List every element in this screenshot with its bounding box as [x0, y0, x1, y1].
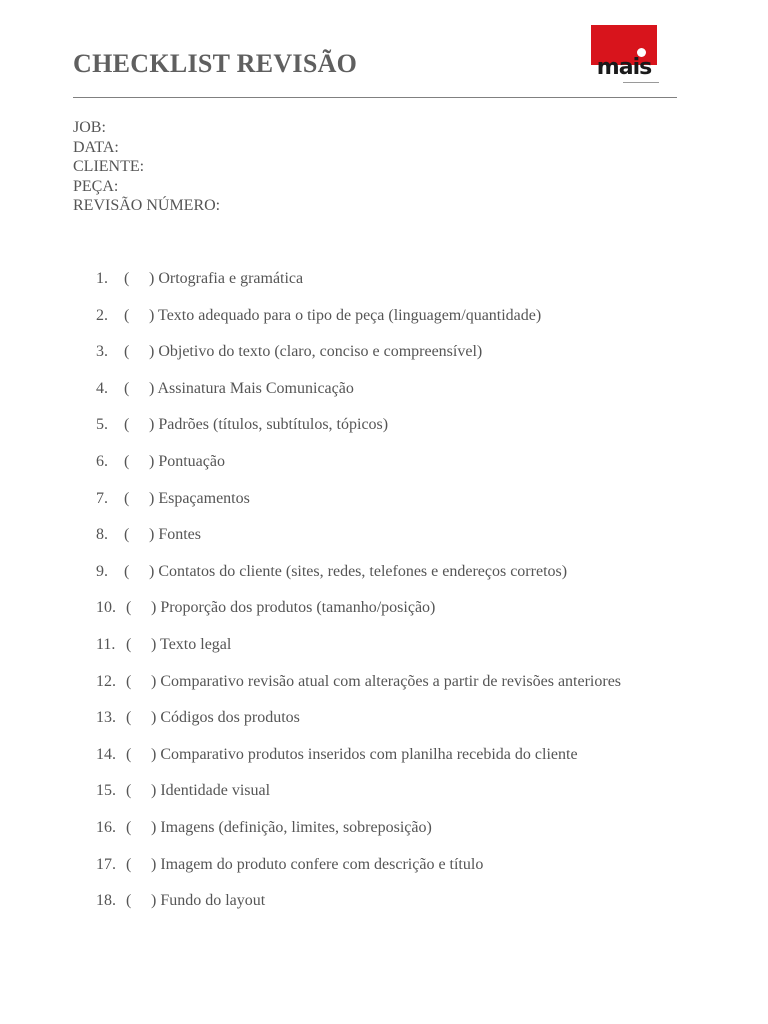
checkbox-paren[interactable]: (: [124, 526, 130, 544]
checklist-item-8: [96, 524, 621, 561]
checklist-item-5: [96, 414, 621, 451]
item-number: 14.: [96, 745, 116, 763]
item-number: 3.: [96, 343, 108, 361]
item-text: ) Comparativo revisão atual com alterações a partir de revisões anteriores: [151, 672, 622, 690]
checklist-item-7: [96, 488, 621, 525]
checklist-item-11: [96, 634, 621, 671]
logo-wordmark: mais: [596, 55, 652, 80]
field-cliente: CLIENTE:: [73, 158, 145, 176]
item-number: 5.: [96, 416, 108, 434]
item-number: 7.: [96, 489, 108, 507]
logo-subtitle-line: [623, 82, 659, 83]
item-text: ) Imagem do produto confere com descrição e título: [151, 855, 484, 873]
mais-logo: [588, 25, 658, 87]
checklist-item-6: [96, 451, 621, 488]
checkbox-paren[interactable]: (: [126, 855, 132, 873]
item-number: 1.: [96, 270, 108, 287]
item-number: 10.: [96, 599, 116, 617]
field-revisao-numero: REVISÃO NÚMERO:: [73, 197, 221, 215]
item-number: 11.: [96, 635, 116, 653]
checkbox-paren[interactable]: (: [126, 782, 132, 800]
checklist-item-15: [96, 780, 621, 817]
checkbox-paren[interactable]: (: [126, 599, 132, 617]
item-text: ) Identidade visual: [151, 782, 271, 800]
header-divider: [73, 97, 677, 98]
checkbox-paren[interactable]: (: [126, 635, 132, 653]
checkbox-paren[interactable]: (: [124, 416, 130, 434]
item-number: 15.: [96, 782, 116, 800]
item-number: 18.: [96, 892, 116, 910]
item-number: 8.: [96, 526, 108, 544]
header-fields: [73, 118, 220, 216]
item-text: ) Fundo do layout: [151, 892, 266, 910]
item-text: ) Ortografia e gramática: [149, 270, 304, 287]
item-text: ) Objetivo do texto (claro, conciso e compreensível): [149, 343, 483, 361]
checkbox-paren[interactable]: (: [126, 709, 132, 727]
item-text: ) Texto legal: [151, 635, 232, 653]
checkbox-paren[interactable]: (: [124, 379, 130, 397]
checkbox-paren[interactable]: (: [126, 672, 132, 690]
checklist-item-12: [96, 671, 621, 708]
item-number: 6.: [96, 452, 108, 470]
item-text: ) Texto adequado para o tipo de peça (linguagem/quantidade): [149, 306, 542, 324]
checkbox-paren[interactable]: (: [126, 745, 132, 763]
checkbox-paren[interactable]: (: [124, 489, 130, 507]
checklist: [96, 268, 621, 927]
item-text: ) Pontuação: [149, 452, 225, 470]
checkbox-paren[interactable]: (: [124, 270, 130, 287]
item-text: ) Fontes: [149, 526, 201, 544]
checklist-item-3: [96, 341, 621, 378]
document-title: CHECKLIST REVISÃO: [73, 49, 358, 78]
checklist-item-13: [96, 707, 621, 744]
checklist-item-1: [96, 268, 621, 305]
field-data: DATA:: [73, 138, 119, 156]
item-number: 13.: [96, 709, 116, 727]
checkbox-paren[interactable]: (: [126, 818, 132, 836]
item-number: 4.: [96, 379, 108, 397]
checkbox-paren[interactable]: (: [126, 892, 132, 910]
item-number: 2.: [96, 306, 108, 324]
checklist-item-16: [96, 817, 621, 854]
item-number: 12.: [96, 672, 116, 690]
field-job: JOB:: [73, 119, 106, 136]
checklist-item-17: [96, 854, 621, 891]
item-text: ) Proporção dos produtos (tamanho/posição): [151, 599, 436, 617]
checkbox-paren[interactable]: (: [124, 343, 130, 361]
item-text: ) Contatos do cliente (sites, redes, telefones e endereços corretos): [149, 562, 568, 580]
item-text: ) Comparativo produtos inseridos com planilha recebida do cliente: [151, 745, 578, 763]
checklist-item-18: [96, 890, 621, 927]
checklist-item-14: [96, 744, 621, 781]
checkbox-paren[interactable]: (: [124, 306, 130, 324]
checklist-item-9: [96, 561, 621, 598]
checklist-item-2: [96, 305, 621, 342]
item-text: ) Códigos dos produtos: [151, 709, 300, 727]
item-text: ) Assinatura Mais Comunicação: [149, 379, 354, 397]
checklist-item-10: [96, 597, 621, 634]
item-number: 16.: [96, 818, 116, 836]
item-number: 17.: [96, 855, 116, 873]
checkbox-paren[interactable]: (: [124, 562, 130, 580]
checkbox-paren[interactable]: (: [124, 452, 130, 470]
checklist-item-4: [96, 378, 621, 415]
item-text: ) Espaçamentos: [149, 489, 250, 507]
item-text: ) Imagens (definição, limites, sobreposição): [151, 818, 432, 836]
item-number: 9.: [96, 562, 108, 580]
item-text: ) Padrões (títulos, subtítulos, tópicos): [149, 416, 389, 434]
field-peca: PEÇA:: [73, 177, 119, 195]
